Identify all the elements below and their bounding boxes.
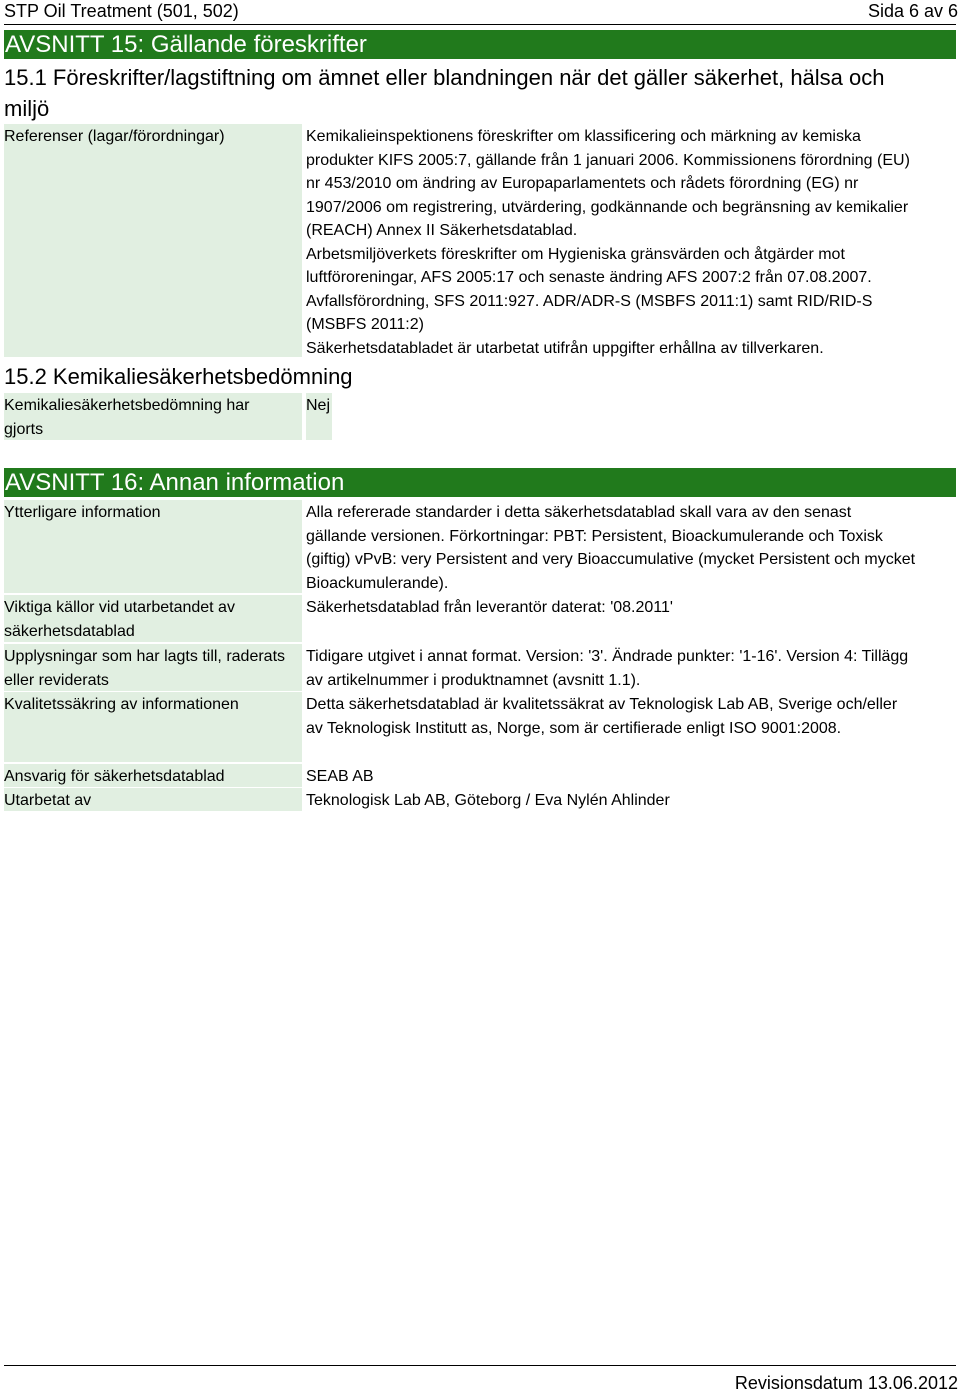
references-value bbox=[306, 124, 916, 360]
references-paragraph-1: Kemikalieinspektionens föreskrifter om klassificering och märkning av kemiska produkter KIFS 2005:7, gällande från 1 januari 2006. Kommissionens förordning (EU) nr 453/2010 om ändring av Europaparlamentets och rådets förordning (EG) nr 1907/2006 om registrering, utvärdering, godkännande och begränsning av kemikalier (REACH) Annex II Säkerhetsdatablad. bbox=[306, 128, 910, 239]
references-paragraph-3: Säkerhetsdatabladet är utarbetat utifrån uppgifter erhållna av tillverkaren. bbox=[306, 339, 824, 357]
subsection-15-1-heading: 15.1 Föreskrifter/lagstiftning om ämnet eller blandningen när det gäller säkerhet, hälsa och miljö bbox=[4, 65, 885, 121]
section-16-heading: AVSNITT 16: Annan information bbox=[4, 468, 956, 497]
section16-row-value: Detta säkerhetsdatablad är kvalitetssäkrat av Teknologisk Lab AB, Sverige och/eller av Teknologisk Institutt as, Norge, som är certifierade enligt ISO 9001:2008. bbox=[306, 696, 898, 737]
references-label: Referenser (lagar/förordningar) bbox=[4, 124, 302, 357]
section16-row-label: Kvalitetssäkring av informationen bbox=[4, 692, 302, 762]
csa-label: Kemikaliesäkerhetsbedömning har gjorts bbox=[4, 393, 302, 440]
section16-row-value: SEAB AB bbox=[306, 768, 374, 785]
csa-value: Nej bbox=[306, 393, 332, 440]
section16-row-label: Ansvarig för säkerhetsdatablad bbox=[4, 764, 302, 787]
subsection-15-2-heading: 15.2 Kemikaliesäkerhetsbedömning bbox=[4, 364, 353, 389]
section16-row-label: Ytterligare information bbox=[4, 500, 302, 593]
section16-row-value: Teknologisk Lab AB, Göteborg / Eva Nylén Ahlinder bbox=[306, 792, 670, 809]
section16-row-label: Viktiga källor vid utarbetandet av säkerhetsdatablad bbox=[4, 595, 302, 642]
section16-row-value: Tidigare utgivet i annat format. Version: '3'. Ändrade punkter: '1-16'. Version 4: Tillägg av artikelnummer i produktnamnet (avsnitt 1.1). bbox=[306, 648, 909, 689]
section-15-heading: AVSNITT 15: Gällande föreskrifter bbox=[4, 30, 956, 59]
footer-divider bbox=[4, 1365, 956, 1366]
section16-row-label: Utarbetat av bbox=[4, 788, 302, 811]
section16-row-value: Säkerhetsdatablad från leverantör daterat: '08.2011' bbox=[306, 599, 673, 616]
references-paragraph-2: Arbetsmiljöverkets föreskrifter om Hygieniska gränsvärden och åtgärder mot luftföroreningar, AFS 2005:17 och senaste ändring AFS 2007:2 från 07.08.2007. Avfallsförordning, SFS 2011:927. ADR/ADR-S (MSBFS 2011:1) samt RID/RID-S (MSBFS 2011:2) bbox=[306, 245, 873, 333]
document-title: STP Oil Treatment (501, 502) bbox=[4, 1, 239, 21]
revision-date: Revisionsdatum 13.06.2012 bbox=[734, 1373, 958, 1393]
page-number: Sida 6 av 6 bbox=[867, 1, 958, 21]
section16-row-value: Alla refererade standarder i detta säkerhetsdatablad skall vara av den senast gällande versionen. Förkortningar: PBT: Persistent, Bioackumulerande och Toxisk (giftig) vPvB: very Persistent and very Bioaccumulative (mycket Persistent och mycket Bioackumulerande). bbox=[306, 504, 916, 592]
section16-row-label: Upplysningar som har lagts till, raderats eller reviderats bbox=[4, 644, 302, 691]
header-divider bbox=[4, 24, 956, 25]
